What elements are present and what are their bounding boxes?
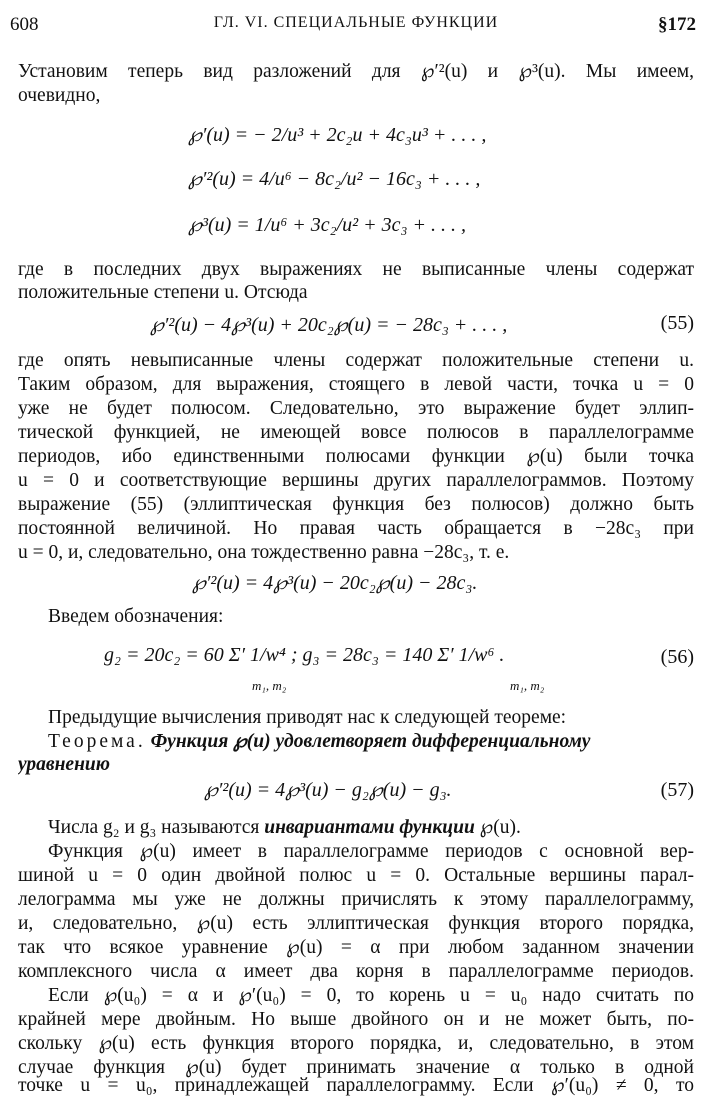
sum-index: m₁, m₂	[252, 678, 287, 693]
text-line: шиной u = 0 один двойной полюс u = 0. Остальные вершины парал-	[18, 865, 694, 886]
text-fragment: Числа g₂ и g₃ называются	[48, 817, 265, 838]
text-line: u = 0 и соответствующие вершины других параллелограммов. Поэтому	[18, 470, 694, 491]
section-number: §172	[658, 14, 696, 35]
text-fragment: ℘(u).	[474, 817, 521, 838]
theorem-line	[18, 753, 694, 776]
formula: ℘³(u) = 1/u⁶ + 3c₂/u² + 3c₃ + . . . ,	[188, 214, 466, 236]
formula: ℘′²(u) − 4℘³(u) + 20c₂℘(u) = − 28c₃ + . . . ,	[150, 314, 508, 336]
text-line: очевидно,	[18, 85, 101, 106]
formula: g₂ = 20c₂ = 60 Σ′ 1/w⁴ ; g₃ = 28c₃ = 140 Σ′ 1/w⁶ .	[104, 644, 505, 666]
text-line: положительные степени u. Отсюда	[18, 282, 308, 303]
text-line: комплексного числа α имеет два корня в параллелограмме периодов.	[18, 961, 694, 982]
text-line: случае функция ℘(u) будет принимать значение α только в одной	[18, 1057, 694, 1078]
text-line: Таким образом, для выражения, стоящего в левой части, точка u = 0	[18, 374, 694, 395]
text-line: Введем обозначения:	[48, 606, 224, 627]
text-line: лелограмма мы уже не должны причислять к этому параллелограмму,	[18, 889, 694, 910]
text-line: где опять невыписанные члены содержат положительные степени u.	[18, 350, 694, 371]
formula: ℘′²(u) = 4/u⁶ − 8c₂/u² − 16c₃ + . . . ,	[188, 168, 481, 190]
text-line: Установим теперь вид разложений для ℘′²(u) и ℘³(u). Мы имеем,	[18, 61, 694, 82]
text-line: Если ℘(u₀) = α и ℘′(u₀) = 0, то корень u = u₀ надо считать по	[48, 985, 694, 1006]
term-emphasis: инвариантами функции	[264, 817, 475, 838]
text-line: выражение (55) (эллиптическая функция без полюсов) должно быть	[18, 494, 694, 515]
text-line: точке u = u₀, принадлежащей параллелограмму. Если ℘′(u₀) ≠ 0, то	[18, 1075, 694, 1096]
text-line	[18, 816, 712, 839]
sum-index: m₁, m₂	[510, 678, 545, 693]
theorem-label: Теорема.	[48, 731, 146, 752]
formula: ℘′²(u) = 4℘³(u) − 20c₂℘(u) − 28c₃.	[192, 572, 478, 594]
text-line: уже не будет полюсом. Следовательно, это выражение будет эллип-	[18, 398, 694, 419]
equation-number: (55)	[660, 312, 694, 334]
text-line: скольку ℘(u) есть функция второго порядка, и, следовательно, в этом	[18, 1033, 694, 1054]
formula: ℘′(u) = − 2/u³ + 2c₂u + 4c₃u³ + . . . ,	[188, 124, 487, 146]
text-line: так что всякое уравнение ℘(u) = α при любом заданном значении	[18, 937, 694, 958]
text-line: и, следовательно, ℘(u) есть эллиптическая функция второго порядка,	[18, 913, 694, 934]
text-line: периодов, ибо единственными полюсами функции ℘(u) были точка	[18, 446, 694, 467]
text-line: Функция ℘(u) имеет в параллелограмме периодов с основной вер-	[48, 841, 694, 862]
theorem-line	[18, 730, 712, 753]
equation-number: (56)	[660, 646, 694, 668]
theorem-text: уравнению	[18, 754, 110, 775]
text-line: крайней мере двойным. Но выше двойного он и не может быть, по-	[18, 1009, 694, 1030]
text-line: u = 0, и, следовательно, она тождественно равна −28c₃, т. е.	[18, 542, 510, 563]
equation-number: (57)	[660, 779, 694, 801]
text-line: тической функцией, не имеющей вовсе полюсов в параллелограмме	[18, 422, 694, 443]
text-line: где в последних двух выражениях не выписанные члены содержат	[18, 259, 694, 280]
theorem-text: Функция ℘(u) удовлетворяет дифференциальному	[150, 731, 591, 752]
page-number: 608	[10, 14, 39, 35]
text-line: постоянной величиной. Но правая часть обращается в −28c₃ при	[18, 518, 694, 539]
chapter-title: ГЛ. VI. СПЕЦИАЛЬНЫЕ ФУНКЦИИ	[213, 14, 499, 31]
formula: ℘′²(u) = 4℘³(u) − g₂℘(u) − g₃.	[204, 779, 452, 801]
text-line: Предыдущие вычисления приводят нас к следующей теореме:	[48, 707, 567, 728]
